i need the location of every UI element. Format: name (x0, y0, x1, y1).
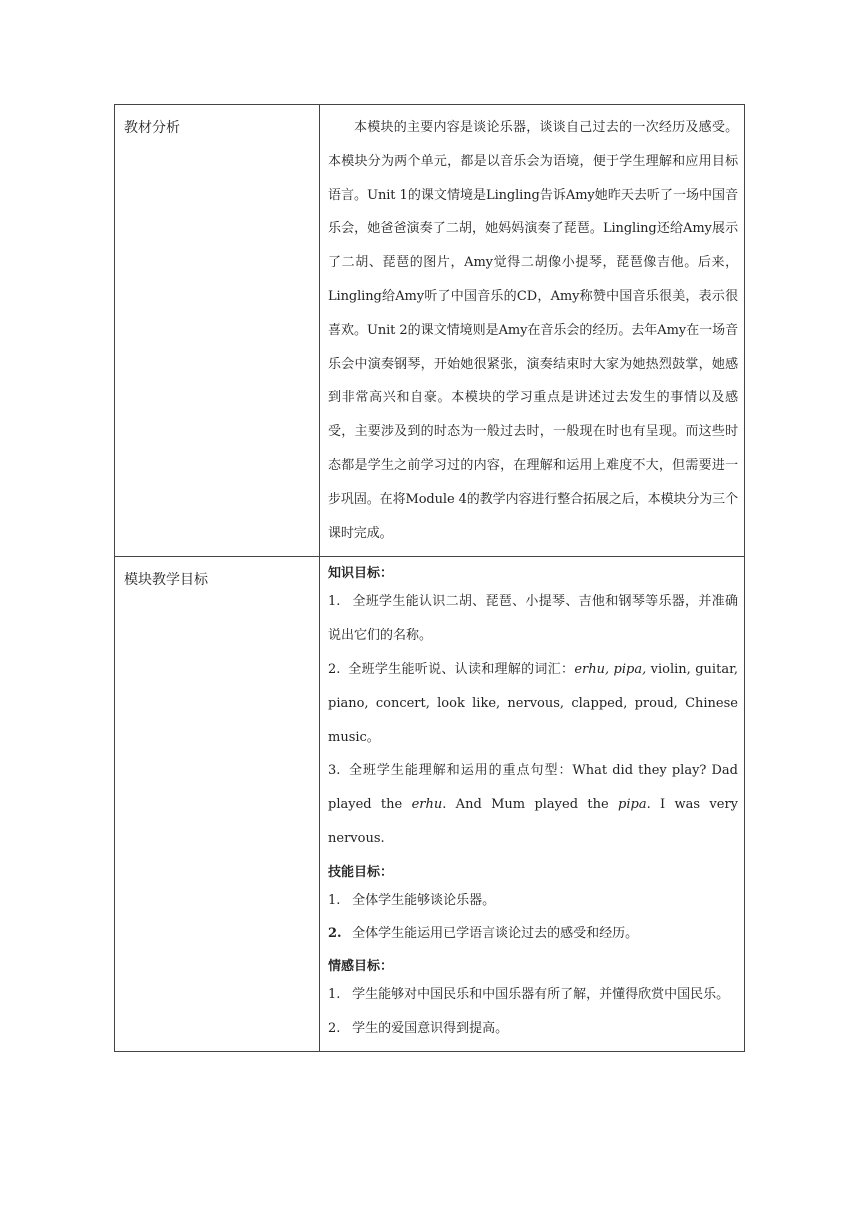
sentence-end: . I was very nervous. (328, 797, 738, 846)
list-item-text: 全班学生能听说、认读和理解的词汇： (348, 661, 575, 677)
vocab-list: violin, guitar, piano, concert, look like, nervous, clapped, proud, Chinese music。 (328, 661, 738, 745)
emotion-goal-2 (328, 1012, 738, 1046)
sentence-pipa: pipa (618, 797, 647, 813)
vocab-erhu: erhu, (574, 661, 610, 677)
list-number: 2. (328, 925, 342, 941)
lesson-plan-table (114, 104, 745, 1052)
sentence-erhu: erhu (411, 797, 443, 813)
list-item-text: 全班学生能认识二胡、琵琶、小提琴、吉他和钢琴等乐器，并准确说出它们的名称。 (328, 594, 738, 644)
list-number: 2. (328, 661, 341, 677)
list-number: 1. (328, 892, 341, 908)
list-item-text: 全体学生能运用已学语言谈论过去的感受和经历。 (352, 925, 639, 941)
list-number: 2. (328, 1020, 341, 1036)
skill-goal-1 (328, 884, 738, 917)
list-number: 1. (328, 594, 341, 610)
list-item-text: 学生能够对中国民乐和中国乐器有所了解，并懂得欣赏中国民乐。 (352, 986, 730, 1002)
emotion-goals-heading: 情感目标： (328, 958, 394, 974)
knowledge-goals-heading: 知识目标： (328, 566, 394, 582)
row-label-textbook-analysis: 教材分析 (115, 105, 320, 557)
row-label-module-goals: 模块教学目标 (115, 557, 320, 1052)
list-number: 3. (328, 763, 341, 779)
knowledge-goal-3 (328, 754, 738, 855)
list-number: 1. (328, 986, 341, 1002)
knowledge-goal-2 (328, 653, 738, 754)
emotion-goal-1 (328, 978, 738, 1012)
sentence-mid: . And Mum played the (442, 797, 619, 813)
textbook-analysis-cell (320, 105, 745, 557)
list-item-text: 学生的爱国意识得到提高。 (352, 1020, 509, 1036)
vocab-pipa: pipa, (613, 661, 647, 677)
list-item-text: 全班学生能理解和运用的重点句型：What did they play? Dad played the (328, 763, 738, 813)
table-row (115, 557, 745, 1052)
table-row (115, 105, 745, 557)
skill-goal-2 (328, 917, 738, 950)
list-item-text: 全体学生能够谈论乐器。 (352, 892, 496, 908)
textbook-analysis-paragraph: 本模块的主要内容是谈论乐器，谈谈自己过去的一次经历及感受。本模块分为两个单元，都是以音乐会为语境，便于学生理解和应用目标语言。Unit 1的课文情境是Lingling告诉Amy她昨天去听了一场中国音乐会，她爸爸演奏了二胡，她妈妈演奏了琵琶。Lingling还给Amy展示了二胡、琵琶的图片，Amy觉得二胡像小提琴，琵琶像吉他。后来，Lingling给Amy听了中国音乐的CD，Amy称赞中国音乐很美，表示很喜欢。Unit 2的课文情境则是Amy在音乐会的经历。去年Amy在一场音乐会中演奏钢琴，开始她很紧张，演奏结束时大家为她热烈鼓掌，她感到非常高兴和自豪。本模块的学习重点是讲述过去发生的事情以及感受，主要涉及到的时态为一般过去时，一般现在时也有呈现。而这些时态都是学生之前学习过的内容，在理解和运用上难度不大，但需要进一步巩固。在将Module 4的教学内容进行整合拓展之后，本模块分为三个课时完成。 (328, 120, 738, 541)
skill-goals-heading: 技能目标： (328, 864, 394, 880)
module-goals-cell (320, 557, 745, 1052)
knowledge-goal-1 (328, 585, 738, 653)
